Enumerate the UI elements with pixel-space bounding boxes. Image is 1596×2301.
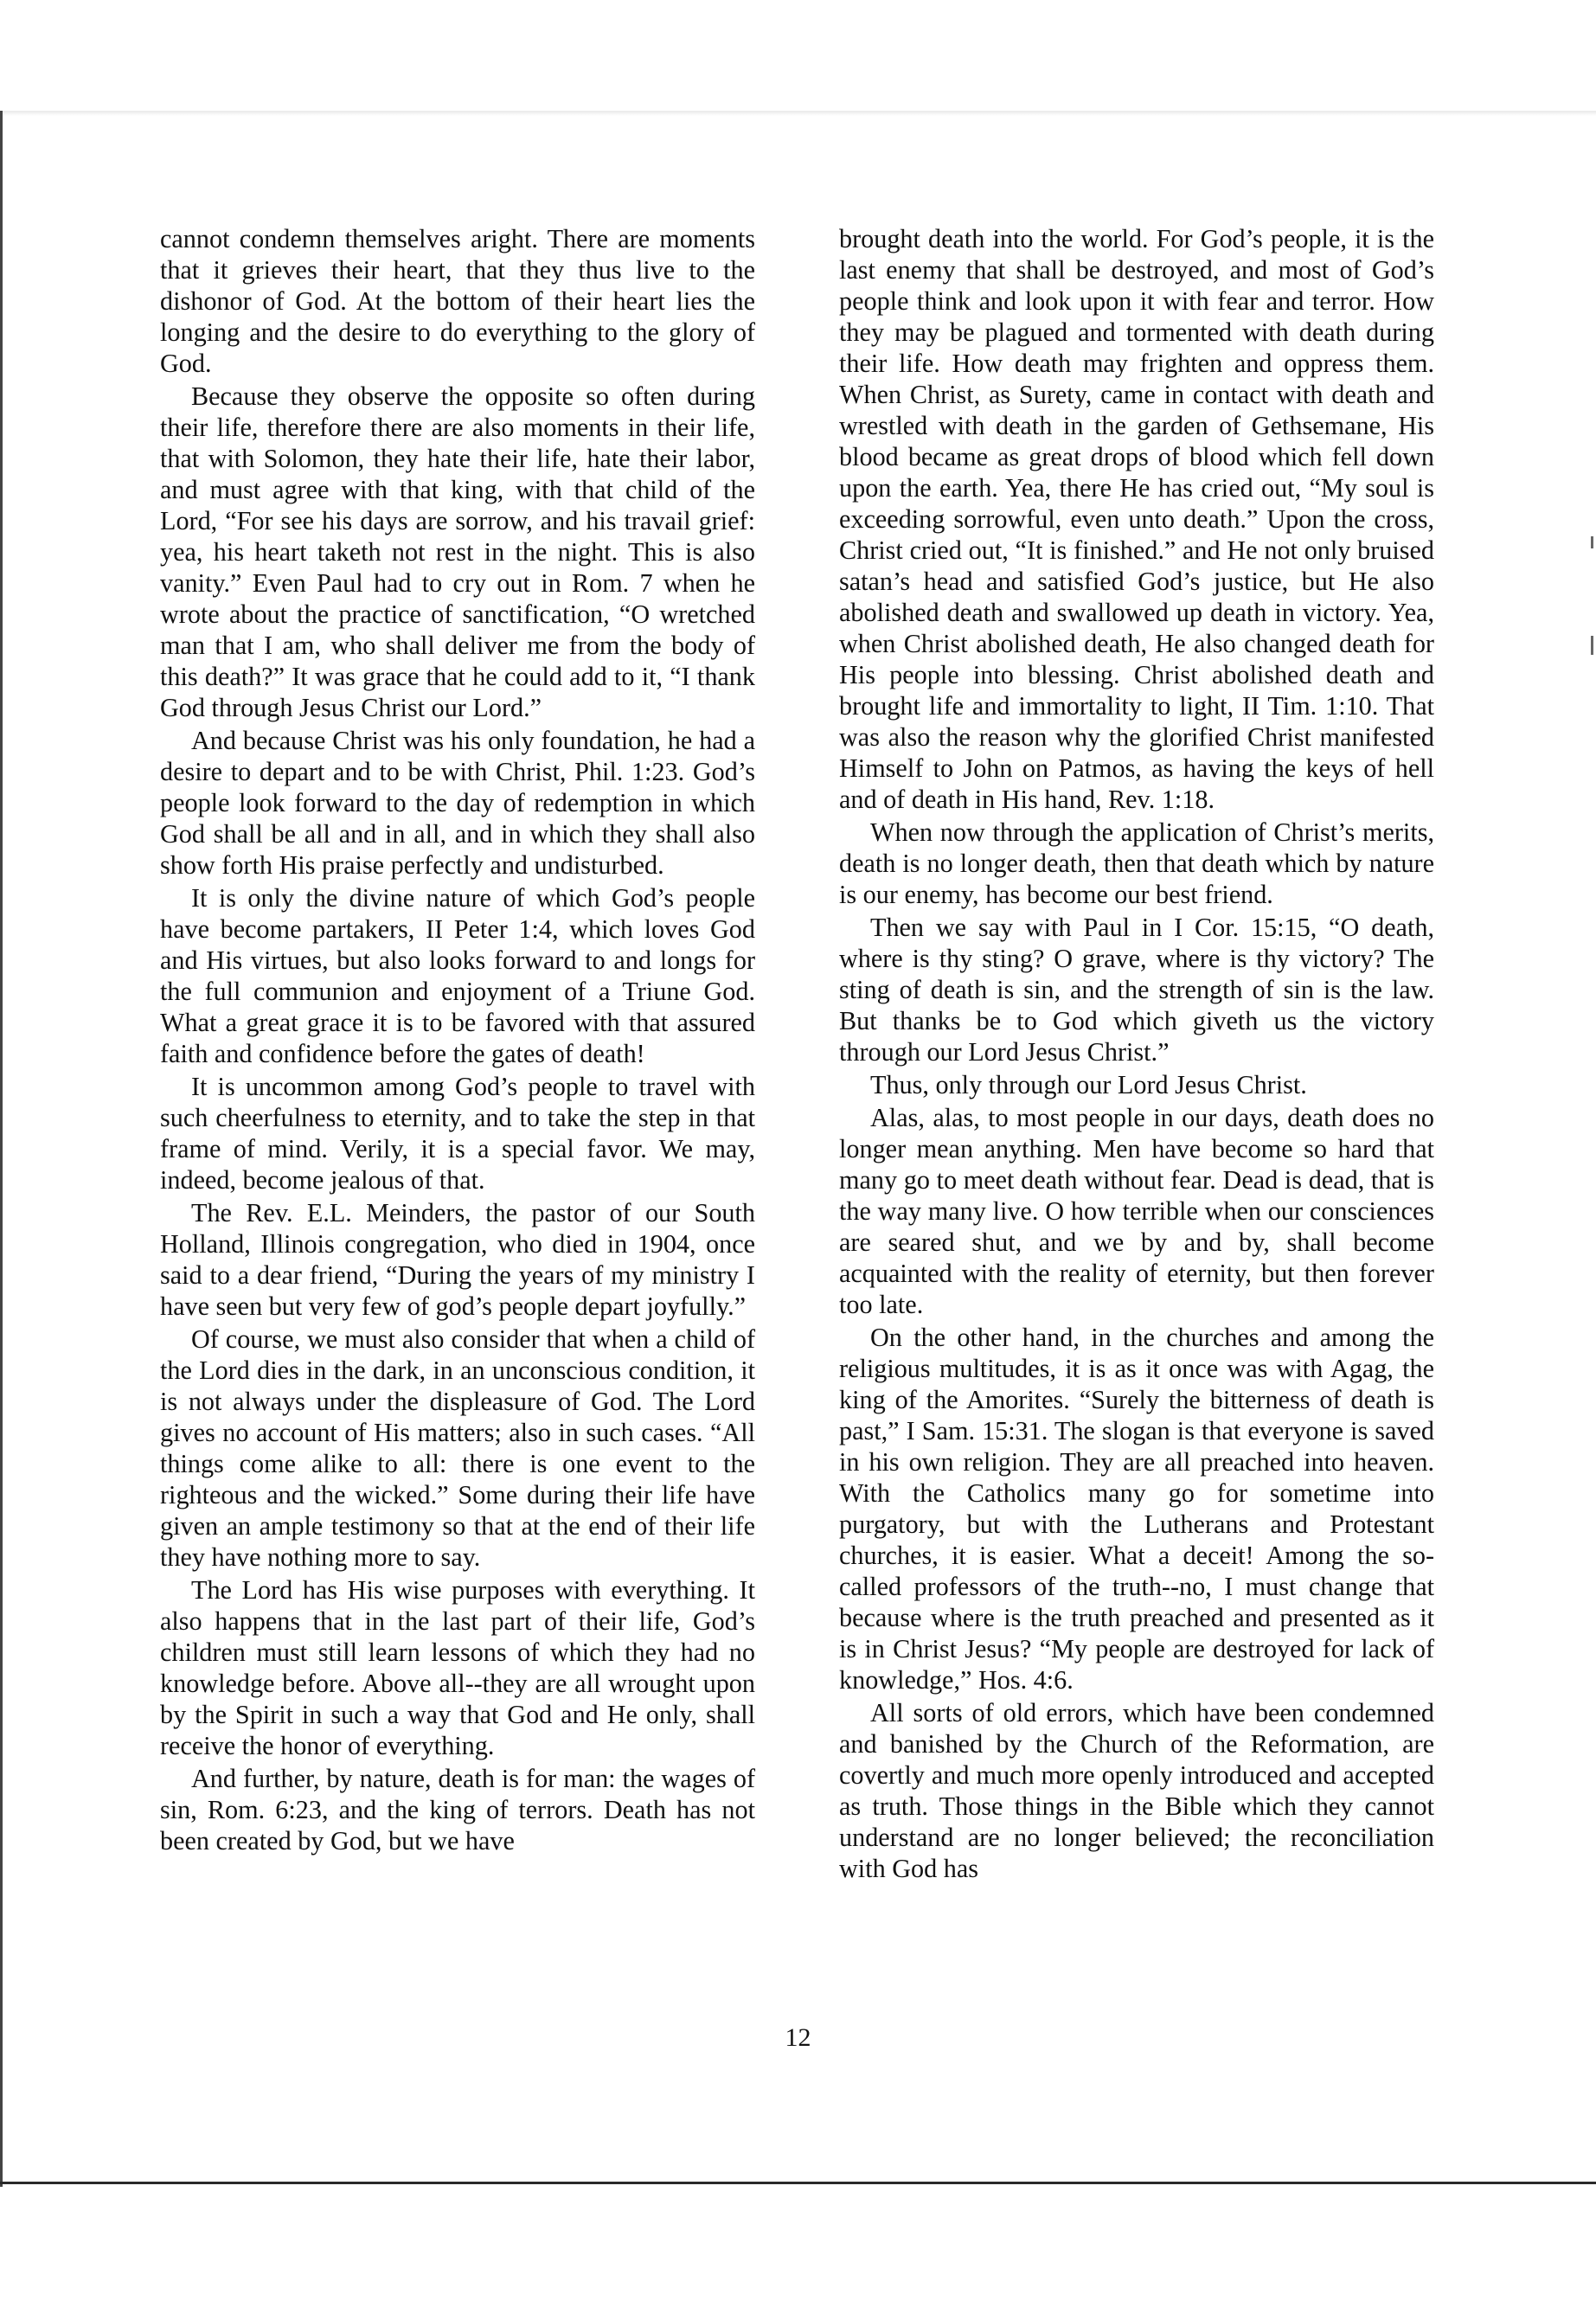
paragraph: Then we say with Paul in I Cor. 15:15, “O death, where is thy sting? O grave, where is thy victory? The sting of death is sin, and the strength of sin is the law. But thanks be to God which giveth us the victory through our Lord Jesus Christ.”	[839, 913, 1434, 1067]
paragraph: When now through the application of Christ’s merits, death is no longer death, then that death which by nature is our enemy, has become our best friend.	[839, 817, 1434, 909]
left-column	[160, 223, 755, 1858]
paragraph: Because they observe the opposite so often during their life, therefore there are also moments in their life, that with Solomon, they hate their life, hate their labor, and must agree with that king, with that child of the Lord, “For see his days are sorrow, and his travail grief: yea, his heart taketh not rest in the night. This is also vanity.” Even Paul had to cry out in Rom. 7 when he wrote about the practice of sanctification, “O wretched man that I am, who shall deliver me from the body of this death?” It was grace that he could add to it, “I thank God through Jesus Christ our Lord.”	[160, 381, 755, 722]
paragraph: On the other hand, in the churches and among the religious multitudes, it is as it once was with Agag, the king of the Amorites. “Surely the bitterness of death is past,” I Sam. 15:31. The slogan is that everyone is saved in his own religion. They are all preached into heaven. With the Catholics many go for sometime into purgatory, but with the Lutherans and Protestant churches, it is easier. What a deceit! Among the so-called professors of the truth--no, I must change that because where is the truth preached and presented as it is in Christ Jesus? “My people are destroyed for lack of knowledge,” Hos. 4:6.	[839, 1323, 1434, 1695]
paragraph: Alas, alas, to most people in our days, death does no longer mean anything. Men have become so hard that many go to meet death without fear. Dead is dead, that is the way many live. O how terrible when our consciences are seared shut, and we by and by, shall become acquainted with the reality of eternity, but then forever too late.	[839, 1103, 1434, 1319]
scan-edge-bottom	[0, 2182, 1596, 2184]
paragraph: cannot condemn themselves aright. There are moments that it grieves their heart, that they thus live to the dishonor of God. At the bottom of their heart lies the longing and the desire to do everything to the glory of God.	[160, 224, 755, 378]
right-column	[839, 223, 1434, 1886]
paragraph: Of course, we must also consider that when a child of the Lord dies in the dark, in an unconscious condition, it is not always under the displeasure of God. The Lord gives no account of His matters; also in such cases. “All things come alike to all: there is one event to the righteous and the wicked.” Some during their life have given an ample testimony so that at the end of their life they have nothing more to say.	[160, 1324, 755, 1572]
margin-mark	[1591, 536, 1593, 548]
paragraph: All sorts of old errors, which have been condemned and banished by the Church of the Reformation, are covertly and much more openly introduced and accepted as truth. Those things in the Bible which they cannot understand are no longer believed; the reconciliation with God has	[839, 1698, 1434, 1883]
paragraph: It is uncommon among God’s people to travel with such cheerfulness to eternity, and to take the step in that frame of mind. Verily, it is a special favor. We may, indeed, become jealous of that.	[160, 1072, 755, 1195]
paragraph: The Lord has His wise purposes with everything. It also happens that in the last part of their life, God’s children must still learn lessons of which they had no knowledge before. Above all--they are all wrought upon by the Spirit in such a way that God and He only, shall receive the honor of everything.	[160, 1575, 755, 1760]
paragraph: Thus, only through our Lord Jesus Christ.	[870, 1070, 1307, 1099]
scan-edge-left	[0, 111, 3, 2187]
paragraph: The Rev. E.L. Meinders, the pastor of our South Holland, Illinois congregation, who died in 1904, once said to a dear friend, “During the years of my ministry I have seen but very few of god’s people depart joyfully.”	[160, 1198, 755, 1321]
scan-edge-top	[0, 111, 1596, 116]
paragraph: And because Christ was his only foundation, he had a desire to depart and to be with Christ, Phil. 1:23. God’s people look forward to the day of redemption in which God shall be all and in all, and in which they shall also show forth His praise perfectly and undisturbed.	[160, 726, 755, 880]
paragraph: It is only the divine nature of which God’s people have become partakers, II Peter 1:4, which loves God and His virtues, but also looks forward to and longs for the full communion and enjoyment of a Triune God. What a great grace it is to be favored with that assured faith and confidence before the gates of death!	[160, 883, 755, 1068]
paragraph: brought death into the world. For God’s people, it is the last enemy that shall be destroyed, and most of God’s people think and look upon it with fear and terror. How they may be plagued and tormented with death during their life. How death may frighten and oppress them. When Christ, as Surety, came in contact with death and wrestled with death in the garden of Gethsemane, His blood became as great drops of blood which fell down upon the earth. Yea, there He has cried out, “My soul is exceeding sorrowful, even unto death.” Upon the cross, Christ cried out, “It is finished.” and He not only bruised satan’s head and satisfied God’s justice, but He also abolished death and swallowed up death in victory. Yea, when Christ abolished death, He also changed death for His people into blessing. Christ abolished death and brought life and immortality to light, II Tim. 1:10. That was also the reason why the glorified Christ manifested Himself to John on Patmos, as having the keys of hell and of death in His hand, Rev. 1:18.	[839, 224, 1434, 814]
paragraph: And further, by nature, death is for man: the wages of sin, Rom. 6:23, and the king of terrors. Death has not been created by God, but we have	[160, 1764, 755, 1856]
margin-mark	[1591, 636, 1593, 655]
page-number: 12	[785, 2023, 811, 2052]
